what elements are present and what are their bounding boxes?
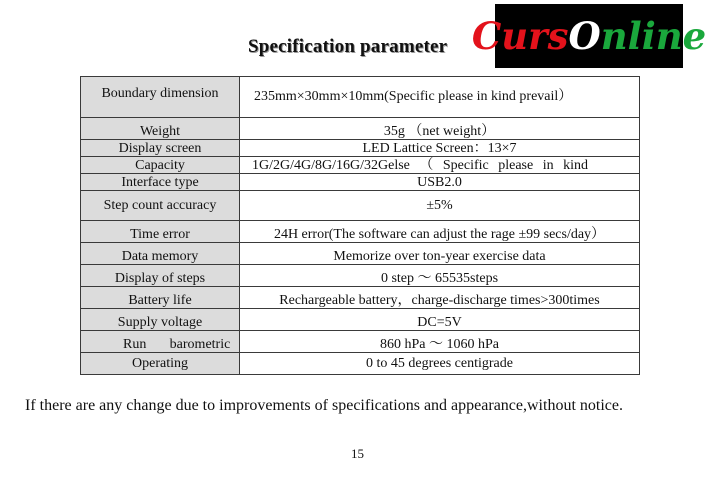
row-label <box>81 191 240 221</box>
row-value: 0 step ～ 65535steps <box>240 265 640 287</box>
row-value <box>240 77 640 118</box>
row-label-text: Boundary dimension <box>101 86 219 101</box>
row-label-text: Step count accuracy <box>103 197 217 213</box>
row-value <box>240 191 640 221</box>
table-row <box>81 353 640 375</box>
row-value: Rechargeable battery，charge-discharge times>300times <box>240 287 640 309</box>
row-value: Memorize over ton-year exercise data <box>240 243 640 265</box>
row-label: Weight <box>81 118 240 140</box>
row-value: 0 to 45 degrees centigrade <box>240 353 640 375</box>
logo-part-curs: Curs <box>471 13 569 58</box>
page-title: Specification parameter <box>248 36 448 57</box>
row-label: Operating <box>81 353 240 375</box>
change-notice: If there are any change due to improvements of specifications and appearance,without notice. <box>25 397 623 414</box>
row-label: Capacity <box>81 157 240 174</box>
table-row <box>81 77 640 118</box>
row-label: Display of steps <box>81 265 240 287</box>
row-label: Data memory <box>81 243 240 265</box>
row-value-text: 235mm×30mm×10mm(Specific please in kind prevail） <box>254 89 573 104</box>
table-row <box>81 287 640 309</box>
row-value: 1G/2G/4G/8G/16G/32Gelse （ Specific please in kind <box>240 157 640 174</box>
row-value-text: ±5% <box>426 197 453 213</box>
row-value: 860 hPa ～ 1060 hPa <box>240 331 640 353</box>
row-value: DC=5V <box>240 309 640 331</box>
row-label: Battery life <box>81 287 240 309</box>
table-row <box>81 118 640 140</box>
table-row <box>81 265 640 287</box>
table-row <box>81 331 640 353</box>
table-row <box>81 191 640 221</box>
row-label: Supply voltage <box>81 309 240 331</box>
row-value: 24H error(The software can adjust the rage ±99 secs/day） <box>240 221 640 243</box>
page-number: 15 <box>351 446 364 461</box>
row-label-part-b: barometric <box>169 337 231 352</box>
row-value: LED Lattice Screen：13×7 <box>240 140 640 157</box>
row-value: USB2.0 <box>240 174 640 191</box>
row-label: Interface type <box>81 174 240 191</box>
table-row <box>81 174 640 191</box>
row-label <box>81 331 240 353</box>
brand-logo <box>471 4 707 68</box>
logo-part-nline: nline <box>600 13 707 58</box>
table-row <box>81 221 640 243</box>
table-row <box>81 243 640 265</box>
table-row <box>81 157 640 174</box>
row-label: Display screen <box>81 140 240 157</box>
row-label-part-a: Run <box>123 337 147 352</box>
table-row <box>81 309 640 331</box>
row-value: 35g （net weight） <box>240 118 640 140</box>
logo-part-o: O <box>568 13 601 58</box>
specification-table <box>80 76 640 375</box>
row-label <box>81 77 240 118</box>
table-row <box>81 140 640 157</box>
row-label: Time error <box>81 221 240 243</box>
